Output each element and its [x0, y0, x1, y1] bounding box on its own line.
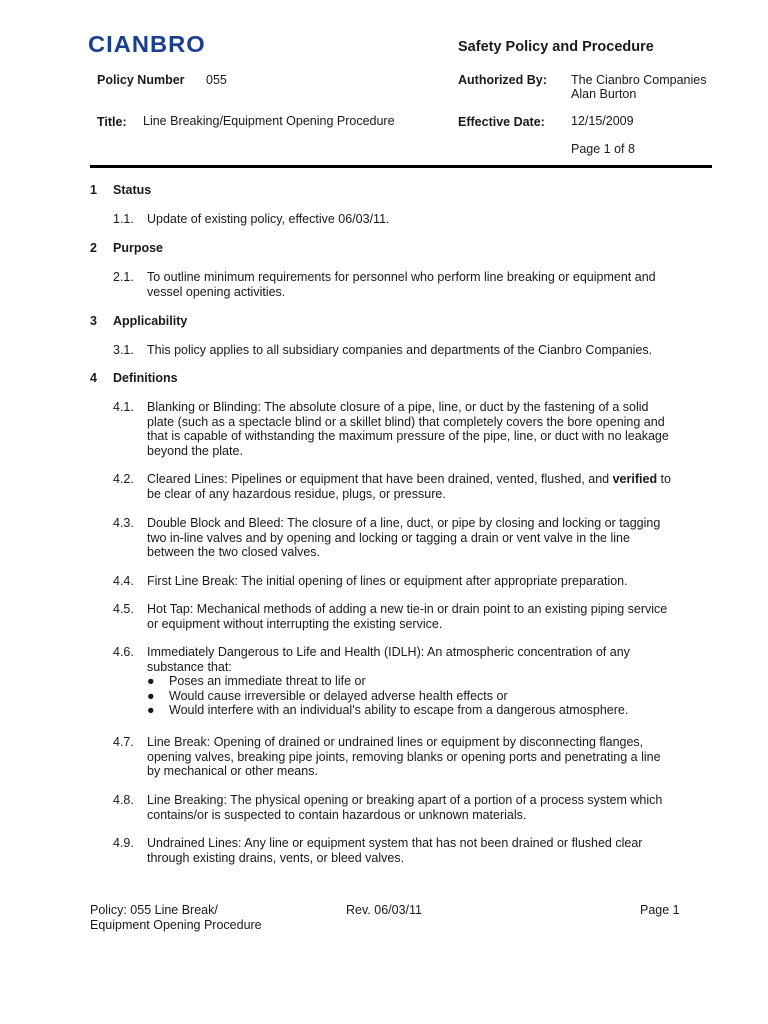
definition-first-line-break: First Line Break: The initial opening of lines or equipment after appropriate preparation. — [147, 574, 628, 588]
item-number: 3.1. — [113, 343, 134, 357]
authorized-by-company: The Cianbro Companies — [571, 73, 707, 87]
definition-undrained-lines: Undrained Lines: Any line or equipment system that has not been drained or flushed clear through existing drains, vents, or bleed valves. — [147, 836, 643, 865]
effective-date-label: Effective Date: — [458, 115, 545, 129]
definition-hot-tap: Hot Tap: Mechanical methods of adding a new tie-in or drain point to an existing piping service or equipment without interrupting the existing service. — [147, 602, 668, 631]
bullet-text: Poses an immediate threat to life or — [169, 674, 366, 689]
definition-line-breaking: Line Breaking: The physical opening or breaking apart of a portion of a process system which contains/or is suspected to contain hazardous or unknown materials. — [147, 793, 663, 822]
document-title: Safety Policy and Procedure — [458, 39, 654, 55]
item-number: 4.8. — [113, 793, 134, 807]
definition-idlh — [147, 645, 647, 718]
bullet-icon: ● — [147, 688, 155, 703]
header-divider — [90, 165, 712, 168]
section-number: 4 — [90, 371, 97, 385]
title-label: Title: — [97, 115, 127, 129]
definition-cleared-lines-verified: verified — [612, 472, 658, 486]
section-heading-applicability: Applicability — [113, 314, 188, 328]
item-number: 4.5. — [113, 602, 134, 616]
cianbro-logo: CIANBRO — [88, 31, 206, 57]
definition-idlh-intro: Immediately Dangerous to Life and Health (IDLH): An atmospheric concentration of any substance that: — [147, 645, 630, 674]
authorized-by-person: Alan Burton — [571, 87, 637, 101]
list-item — [147, 674, 647, 689]
section-number: 1 — [90, 183, 97, 197]
purpose-text: To outline minimum requirements for personnel who perform line breaking or equipment and vessel opening activities. — [147, 270, 656, 299]
status-text: Update of existing policy, effective 06/03/11. — [147, 212, 390, 226]
section-heading-definitions: Definitions — [113, 371, 178, 385]
item-number: 4.3. — [113, 516, 134, 530]
policy-number-value: 055 — [206, 73, 227, 87]
section-heading-purpose: Purpose — [113, 241, 164, 255]
definition-cleared-lines-text-b: to be clear of any hazardous residue, plugs, or pressure. — [147, 472, 671, 501]
definition-cleared-lines-text-a: Cleared Lines: Pipelines or equipment that have been drained, vented, flushed, and — [147, 472, 613, 486]
list-item — [147, 703, 647, 718]
authorized-by-label: Authorized By: — [458, 73, 547, 87]
bullet-text: Would interfere with an individual's ability to escape from a dangerous atmosphere. — [169, 703, 629, 718]
footer-revision: Rev. 06/03/11 — [346, 903, 422, 917]
idlh-bullet-list — [147, 674, 647, 718]
applicability-text: This policy applies to all subsidiary companies and departments of the Cianbro Companies. — [147, 343, 653, 357]
definition-line-break: Line Break: Opening of drained or undrained lines or equipment by disconnecting flanges, opening valves, breaking pipe joints, removing blanks or opening ports and penetrating a line by mechanical or other means. — [147, 735, 661, 779]
item-number: 4.1. — [113, 400, 134, 414]
bullet-icon: ● — [147, 703, 155, 718]
section-number: 3 — [90, 314, 97, 328]
list-item — [147, 689, 647, 704]
bullet-text: Would cause irreversible or delayed adverse health effects or — [169, 688, 508, 703]
definition-cleared-lines — [147, 472, 682, 501]
footer-page-number: Page 1 — [640, 903, 680, 917]
item-number: 4.2. — [113, 472, 134, 486]
item-number: 4.7. — [113, 735, 134, 749]
item-number: 4.4. — [113, 574, 134, 588]
policy-number-label: Policy Number — [97, 73, 185, 87]
effective-date-value: 12/15/2009 — [571, 114, 634, 128]
definition-blanking: Blanking or Blinding: The absolute closure of a pipe, line, or duct by the fastening of a solid plate (such as a spectacle blind or a skillet blind) that completely covers the bore opening and that is capable of withstanding the maximum pressure of the pipe, line, or duct with no leakage beyond the plate. — [147, 400, 669, 458]
section-number: 2 — [90, 241, 97, 255]
item-number: 2.1. — [113, 270, 134, 284]
item-number: 4.6. — [113, 645, 134, 659]
item-number: 1.1. — [113, 212, 134, 226]
definition-double-block: Double Block and Bleed: The closure of a line, duct, or pipe by closing and locking or tagging two in-line valves and by opening and locking or tagging a drain or vent valve in the line between the two closed valves. — [147, 516, 661, 560]
page-of-count: Page 1 of 8 — [571, 142, 635, 156]
item-number: 4.9. — [113, 836, 134, 850]
footer-policy-line2: Equipment Opening Procedure — [90, 918, 262, 932]
bullet-icon: ● — [147, 674, 155, 689]
title-value: Line Breaking/Equipment Opening Procedure — [143, 114, 395, 128]
section-heading-status: Status — [113, 183, 152, 197]
footer-policy-line1: Policy: 055 Line Break/ — [90, 903, 218, 917]
